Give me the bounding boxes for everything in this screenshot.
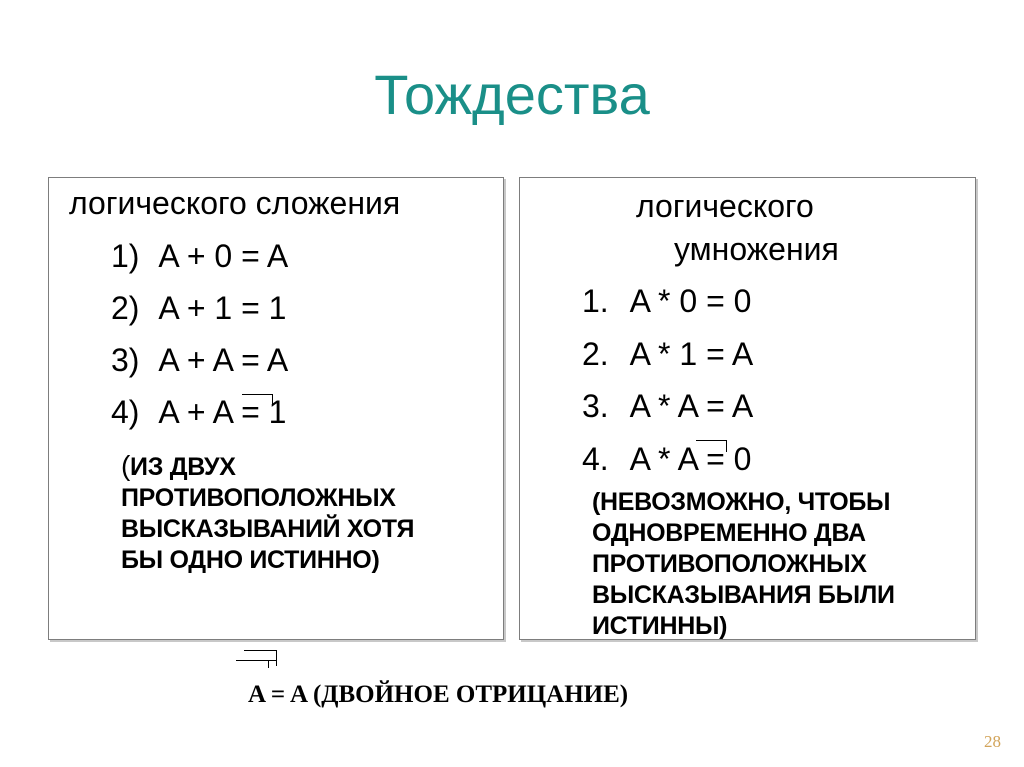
item-expression: A * A = 0 [629,441,752,477]
multiplication-identities-box [519,177,976,640]
note-line: ОДНОВРЕМЕННО ДВА [592,519,866,547]
item-expression: A + A = 1 [158,394,287,430]
addition-note [121,450,414,576]
item-number: 4) [111,394,140,430]
multiplication-heading-line-1: логического [636,188,814,224]
addition-heading: логического сложения [69,185,401,221]
slide-title: Тождества [374,63,650,126]
addition-identities-box [48,177,504,640]
item-number: 1. [582,283,609,319]
double-negation-outer-bar [236,660,276,661]
double-negation-inner-bar [244,650,276,651]
note-line: БЫ ОДНО ИСТИННО) [121,546,380,574]
negation-bar [242,394,272,395]
item-number: 3. [582,388,609,424]
addition-item-4 [111,393,286,431]
item-number: 3) [111,342,140,378]
note-open-paren: ( [121,450,131,481]
double-negation-inner-tick [268,660,269,668]
multiplication-heading-line-2: умножения [674,231,839,267]
note-line: ПРОТИВОПОЛОЖНЫХ [121,484,396,512]
double-negation-outer-tick [276,650,277,666]
addition-item-2 [111,289,286,327]
double-negation-identity: A = A (ДВОЙНОЕ ОТРИЦАНИЕ) [248,681,629,708]
item-number: 2) [111,290,140,326]
item-number: 2. [582,336,609,372]
negation-bar-tick [272,394,273,406]
multiplication-item-2 [582,335,753,373]
item-number: 1) [111,238,140,274]
note-line: (НЕВОЗМОЖНО, ЧТОБЫ [592,488,891,516]
note-line: ПРОТИВОПОЛОЖНЫХ [592,550,867,578]
item-expression: A * 0 = 0 [629,283,752,319]
note-line: ВЫСКАЗЫВАНИЯ БЫЛИ [592,581,895,609]
item-number: 4. [582,441,609,477]
item-expression: A * A = A [629,388,754,424]
negation-bar [696,440,726,441]
note-line: ИЗ ДВУХ [130,453,236,481]
multiplication-item-1 [582,282,751,320]
addition-item-3 [111,341,288,379]
note-line: ВЫСКАЗЫВАНИЙ ХОТЯ [121,515,415,543]
item-expression: A + 1 = 1 [158,290,287,326]
item-expression: A + 0 = A [158,238,289,274]
addition-item-1 [111,237,288,275]
multiplication-note [592,487,895,642]
note-line: ИСТИННЫ) [592,612,728,640]
item-expression: A * 1 = A [629,336,754,372]
page-number: 28 [984,732,1001,751]
multiplication-item-3 [582,387,753,425]
negation-bar-tick [726,440,727,452]
item-expression: A + A = A [158,342,289,378]
